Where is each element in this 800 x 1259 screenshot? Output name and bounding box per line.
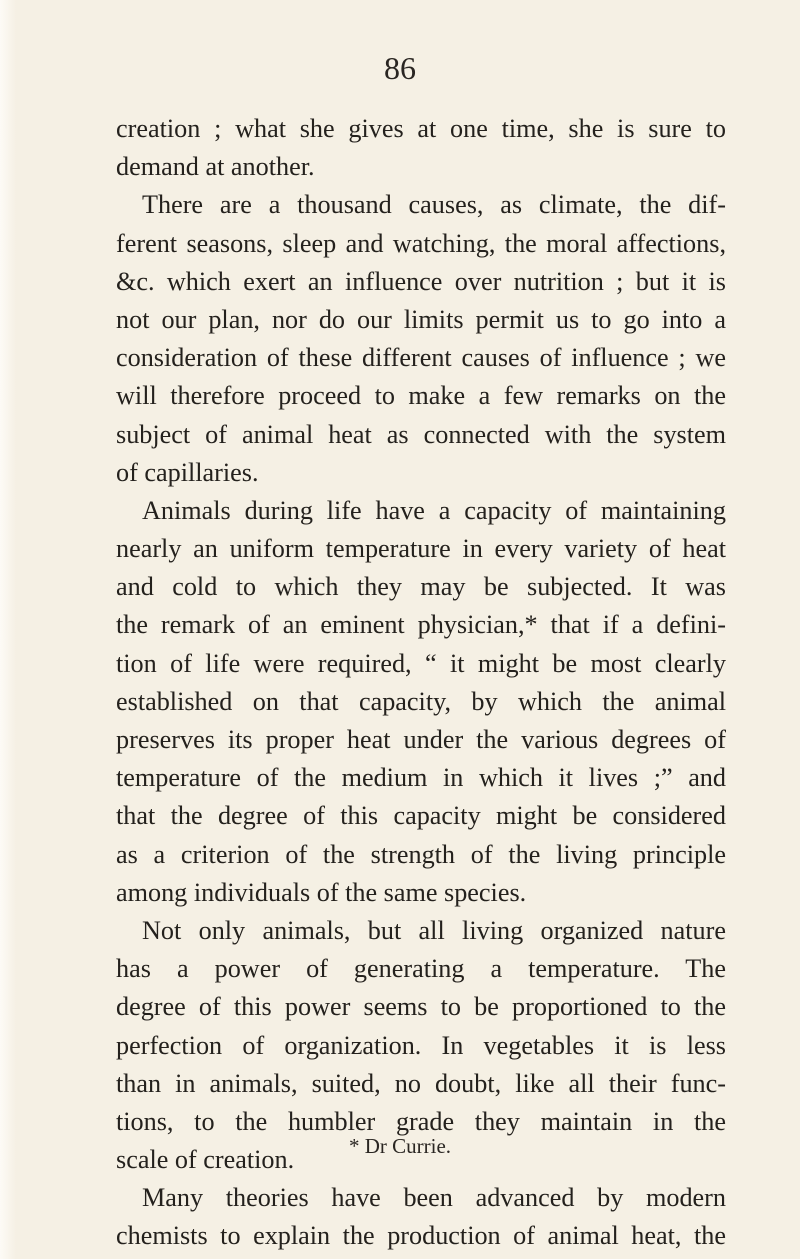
text-line: tions, to the humbler grade they maintain in the bbox=[116, 1106, 726, 1136]
text-line: nearly an uniform temperature in every variety of heat bbox=[116, 534, 726, 564]
text-line: tion of life were required, “ it might be most clearly bbox=[116, 648, 726, 678]
text-line: subject of animal heat as connected with the system bbox=[116, 419, 726, 449]
text-line: Animals during life have a capacity of maintaining bbox=[142, 495, 726, 525]
footnote: * Dr Currie. bbox=[348, 1134, 452, 1158]
text-line: scale of creation. bbox=[116, 1145, 295, 1175]
text-line: Not only animals, but all living organized nature bbox=[142, 915, 726, 945]
text-line: among individuals of the same species. bbox=[116, 877, 527, 907]
text-line: not our plan, nor do our limits permit us to go into a bbox=[116, 304, 726, 334]
text-line: preserves its proper heat under the various degrees of bbox=[116, 725, 726, 754]
text-line: temperature of the medium in which it lives ;” and bbox=[116, 763, 726, 793]
text-line: demand at another. bbox=[116, 152, 315, 182]
text-line: consideration of these different causes of influence ; we bbox=[116, 343, 726, 373]
text-line: creation ; what she gives at one time, she is sure to bbox=[116, 114, 726, 143]
text-line: There are a thousand causes, as climate, the dif- bbox=[142, 190, 726, 220]
text-line: chemists to explain the production of animal heat, the bbox=[116, 1221, 726, 1251]
text-line: than in animals, suited, no doubt, like all their func- bbox=[116, 1068, 726, 1098]
text-line: degree of this power seems to be proportioned to the bbox=[116, 992, 726, 1022]
text-line: and cold to which they may be subjected. It was bbox=[116, 572, 726, 602]
text-line: of capillaries. bbox=[116, 457, 259, 487]
text-line: perfection of organization. In vegetables it is less bbox=[116, 1030, 726, 1060]
page-edge bbox=[0, 0, 16, 1259]
text-line: has a power of generating a temperature. The bbox=[116, 954, 726, 984]
text-line: that the degree of this capacity might be considered bbox=[116, 801, 726, 831]
text-line: Many theories have been advanced by modern bbox=[142, 1183, 726, 1213]
text-line: will therefore proceed to make a few remarks on the bbox=[116, 381, 726, 411]
page-number: 86 bbox=[384, 50, 416, 86]
text-line: as a criterion of the strength of the living principle bbox=[116, 839, 726, 869]
text-line: the remark of an eminent physician,* that if a defini- bbox=[116, 610, 726, 640]
text-line: &c. which exert an influence over nutrition ; but it is bbox=[116, 266, 726, 296]
text-line: established on that capacity, by which the animal bbox=[116, 686, 726, 716]
body-text bbox=[116, 110, 726, 1256]
text-line: ferent seasons, sleep and watching, the moral affections, bbox=[116, 228, 726, 258]
